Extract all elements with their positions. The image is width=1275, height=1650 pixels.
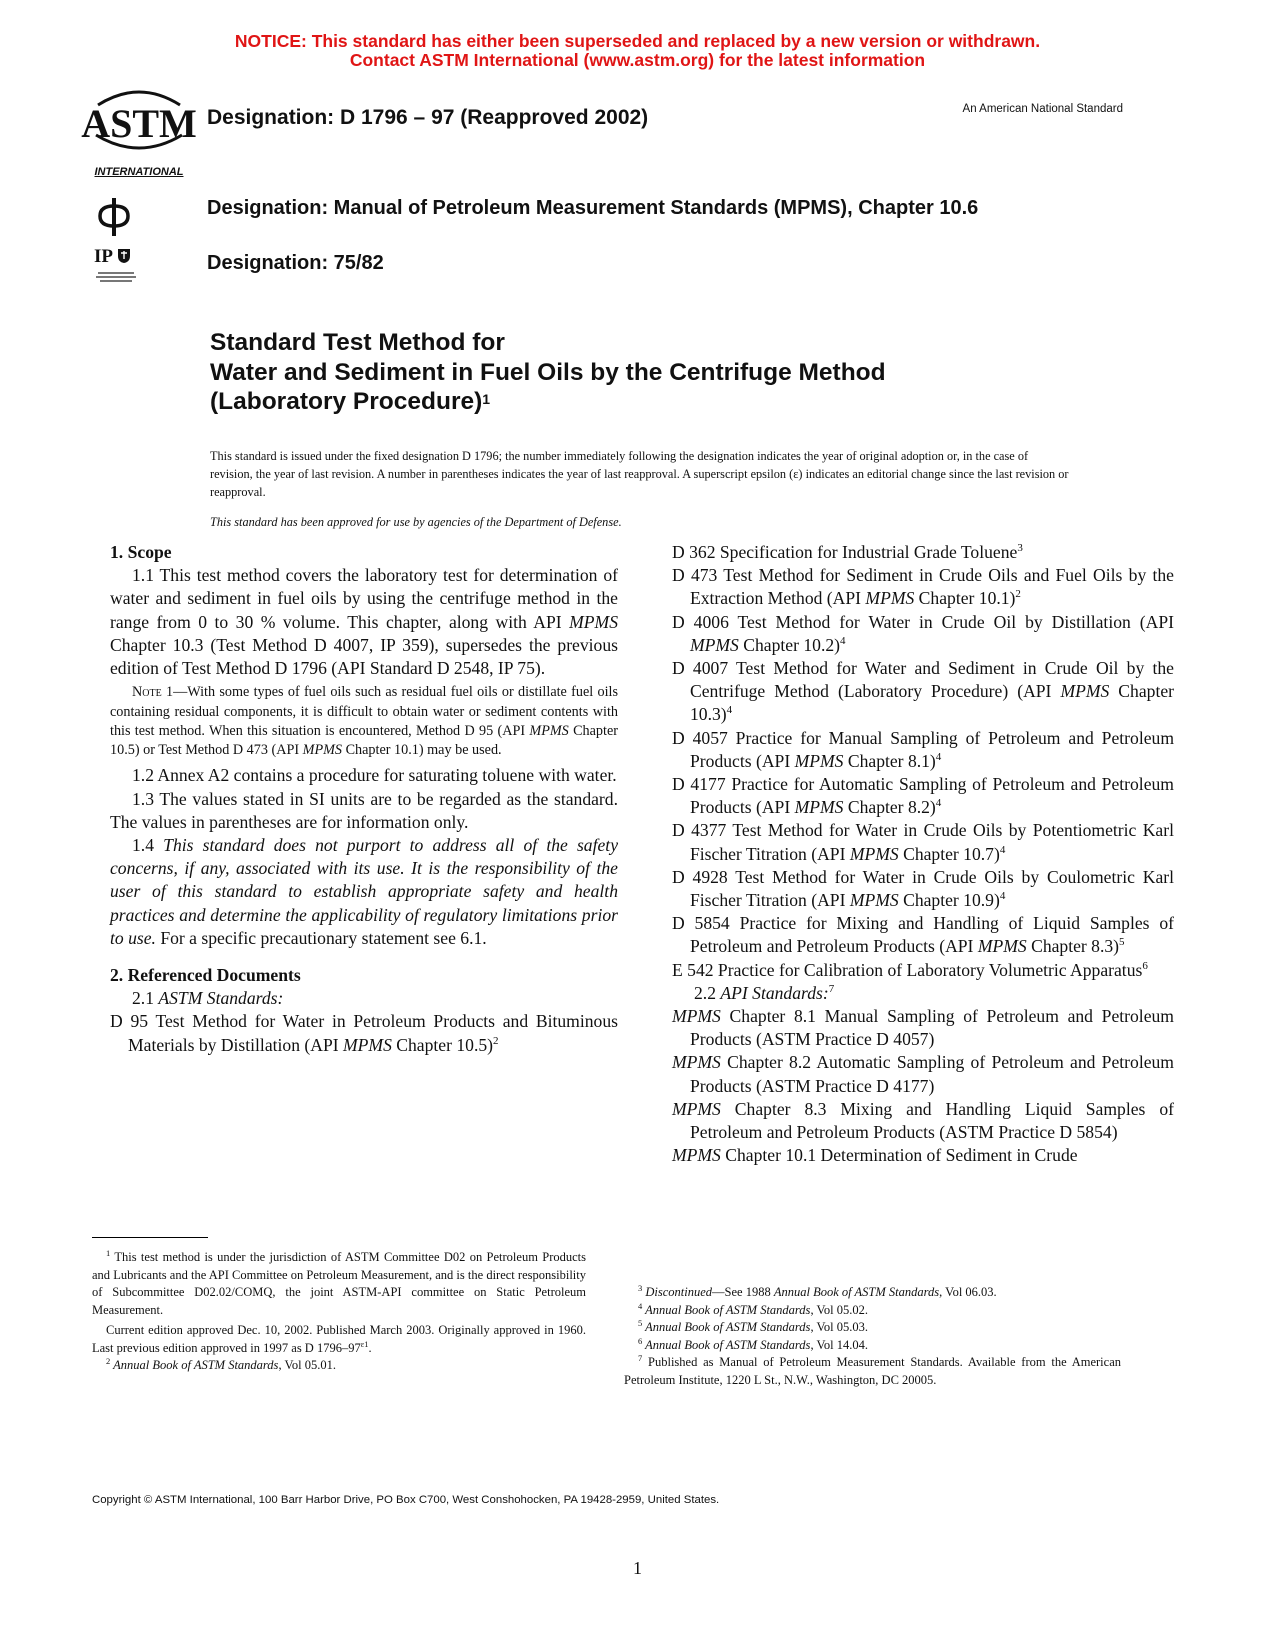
- note-1: Note 1—With some types of fuel oils such as residual fuel oils or distillate fuel oils containing residual components, it is difficult to obtain water or sediment contents with this test method. When this situation is encountered, Method D 95 (API MPMS Chapter 10.5) or Test Method D 473 (API MPMS Chapter 10.1) may be used.: [110, 684, 618, 759]
- ref-item: D 4006 Test Method for Water in Crude Oil by Distillation (API MPMS Chapter 10.2)$^4$: [672, 611, 1174, 655]
- svg-text:ASTM: ASTM: [81, 101, 197, 146]
- footnote-2: $^2$ Annual Book of ASTM Standards, Vol 05.01.: [106, 1355, 336, 1372]
- api-logo-icon: [96, 196, 132, 238]
- ref-item: D 4928 Test Method for Water in Crude Oils by Coulometric Karl Fischer Titration (API MPMS Chapter 10.9)$^4$: [672, 866, 1174, 911]
- api-ref-item: MPMS Chapter 8.1 Manual Sampling of Petroleum and Petroleum Products (ASTM Practice D 4057): [672, 1006, 1174, 1050]
- ref-item: D 4057 Practice for Manual Sampling of Petroleum and Petroleum Products (API MPMS Chapter 8.1)$^4$: [672, 727, 1174, 771]
- ref-item: D 473 Test Method for Sediment in Crude Oils and Fuel Oils by the Extraction Method (API MPMS Chapter 10.1)$^2$: [672, 565, 1174, 609]
- api-ref-item: MPMS Chapter 8.2 Automatic Sampling of Petroleum and Petroleum Products (ASTM Practice D 4177): [672, 1052, 1174, 1096]
- designation-ip: Designation: 75/82: [207, 252, 384, 274]
- footnote-6: $^6$ Annual Book of ASTM Standards, Vol 14.04.: [638, 1335, 868, 1352]
- right-column: [672, 541, 1174, 1167]
- scope-heading: 1. Scope: [110, 542, 172, 562]
- api-logo: [96, 196, 132, 243]
- astm-standards-label: 2.1 ASTM Standards:: [132, 988, 284, 1009]
- title-footnote-mark: 1: [482, 391, 491, 407]
- ip-shield-icon: [117, 248, 131, 264]
- page-number: 1: [633, 1558, 642, 1578]
- api-ref-item: MPMS Chapter 10.1 Determination of Sediment in Crude: [672, 1145, 1078, 1166]
- designation-astm: Designation: D 1796 – 97 (Reapproved 2002): [207, 106, 649, 129]
- footnote-4: $^4$ Annual Book of ASTM Standards, Vol 05.02.: [638, 1300, 868, 1317]
- ref-item: E 542 Practice for Calibration of Laboratory Volumetric Apparatus$^6$: [672, 959, 1148, 980]
- footnotes-left: [92, 1249, 586, 1375]
- footnote-1-edition: Current edition approved Dec. 10, 2002. Published March 2003. Originally approved in 1960. Last previous edition approved in 1997 as D $1796-97^{\varepsilon 1}$.: [92, 1323, 586, 1355]
- ip-logo: [94, 246, 142, 284]
- title-line-2: Water and Sediment in Fuel Oils by the Centrifuge Method: [210, 358, 886, 386]
- scope-1-1: 1.1 This test method covers the laboratory test for determination of water and sediment in fuel oils by using the centrifuge method in the range from 0 to 30 % volume. This chapter, along with API MPMS Chapter 10.3 (Test Method D 4007, IP 359), supersedes the previous edition of Test Method D 1796 (API Standard D 2548, IP 75).: [110, 565, 618, 679]
- ref-item: D 4007 Test Method for Water and Sediment in Crude Oil by the Centrifuge Method (Laboratory Procedure) (API MPMS Chapter 10.3)$^4$: [672, 658, 1175, 725]
- dod-approval: This standard has been approved for use by agencies of the Department of Defense.: [210, 515, 622, 529]
- ref-item: D 4177 Practice for Automatic Sampling of Petroleum and Petroleum Products (API MPMS Chapter 8.2)$^4$: [672, 774, 1174, 818]
- scope-1-4: 1.4 This standard does not purport to address all of the safety concerns, if any, associated with its use. It is the responsibility of the user of this standard to establish appropriate safety and health practices and determine the applicability of regulatory limitations prior to use. For a specific precautionary statement see 6.1.: [110, 835, 619, 948]
- footnote-5: $^5$ Annual Book of ASTM Standards, Vol 05.03.: [638, 1317, 868, 1334]
- refdocs-heading: 2. Referenced Documents: [110, 965, 301, 986]
- ref-item: D 4377 Test Method for Water in Crude Oils by Potentiometric Karl Fischer Titration (API MPMS Chapter 10.7)$^4$: [672, 820, 1174, 864]
- ref-item: D 5854 Practice for Mixing and Handling of Liquid Samples of Petroleum and Petroleum Products (API MPMS Chapter 8.3)$^5$: [672, 913, 1174, 957]
- national-standard-label: An American National Standard: [962, 103, 1123, 115]
- ip-logo-label: IP: [94, 246, 113, 267]
- ref-d95: D 95 Test Method for Water in Petroleum Products and Bituminous Materials by Distillation (API MPMS Chapter 10.5)$^2$: [110, 1011, 618, 1055]
- ip-institute-text-icon: [94, 270, 138, 284]
- notice-line-1: NOTICE: This standard has either been superseded and replaced by a new version or withdrawn.: [234, 31, 1041, 51]
- footnote-7: $^7$ Published as Manual of Petroleum Measurement Standards. Available from the American Petroleum Institute, 1220 L St., N.W., Washington, DC 20005.: [624, 1352, 1121, 1387]
- api-standards-label: 2.2 API Standards:$^7$: [694, 982, 835, 1003]
- astm-wordmark: INTERNATIONAL: [94, 166, 184, 178]
- preface-text: This standard is issued under the fixed designation D 1796; the number immediately following the designation indicates the year of original adoption or, in the case of revision, the year of last revision. A number in parentheses indicates the year of last reapproval. A superscript epsilon (ε) indicates an editorial change since the last revision or reapproval.: [210, 449, 1069, 499]
- designation-mpms: Designation: Manual of Petroleum Measurement Standards (MPMS), Chapter 10.6: [207, 197, 979, 219]
- notice-line-2: Contact ASTM International (www.astm.org) for the latest information: [349, 50, 926, 70]
- copyright: Copyright © ASTM International, 100 Barr Harbor Drive, PO Box C700, West Conshohocken, PA 19428-2959, United States.: [92, 1494, 720, 1506]
- api-ref-item: MPMS Chapter 8.3 Mixing and Handling Liquid Samples of Petroleum and Petroleum Products (ASTM Practice D 5854): [672, 1098, 1174, 1143]
- scope-1-2: 1.2 Annex A2 contains a procedure for saturating toluene with water.: [132, 765, 617, 786]
- footnote-3: $^3$ Discontinued—See 1988 Annual Book of ASTM Standards, Vol 06.03.: [638, 1282, 997, 1299]
- title-line-1: Standard Test Method for: [210, 329, 505, 356]
- withdrawal-notice: [0, 32, 1275, 70]
- footnote-1: $^1$ This test method is under the jurisdiction of ASTM Committee D02 on Petroleum Products and Lubricants and the API Committee on Petroleum Measurement, and is the direct responsibility of Subcommittee D02.02/COMQ, the joint ASTM-API committee on Static Petroleum Measurement.: [92, 1247, 586, 1317]
- astm-logo: [81, 85, 197, 178]
- document-title: [210, 328, 886, 417]
- scope-1-3: 1.3 The values stated in SI units are to be regarded as the standard. The values in parentheses are for information only.: [110, 788, 618, 832]
- footnote-rule-left: [92, 1237, 208, 1238]
- ref-item: D 362 Specification for Industrial Grade Toluene$^3$: [672, 542, 1023, 562]
- footnotes-right: [624, 1284, 1121, 1389]
- title-line-3: (Laboratory Procedure): [210, 388, 483, 415]
- astm-logo-icon: [81, 85, 197, 161]
- left-column: [110, 541, 618, 1057]
